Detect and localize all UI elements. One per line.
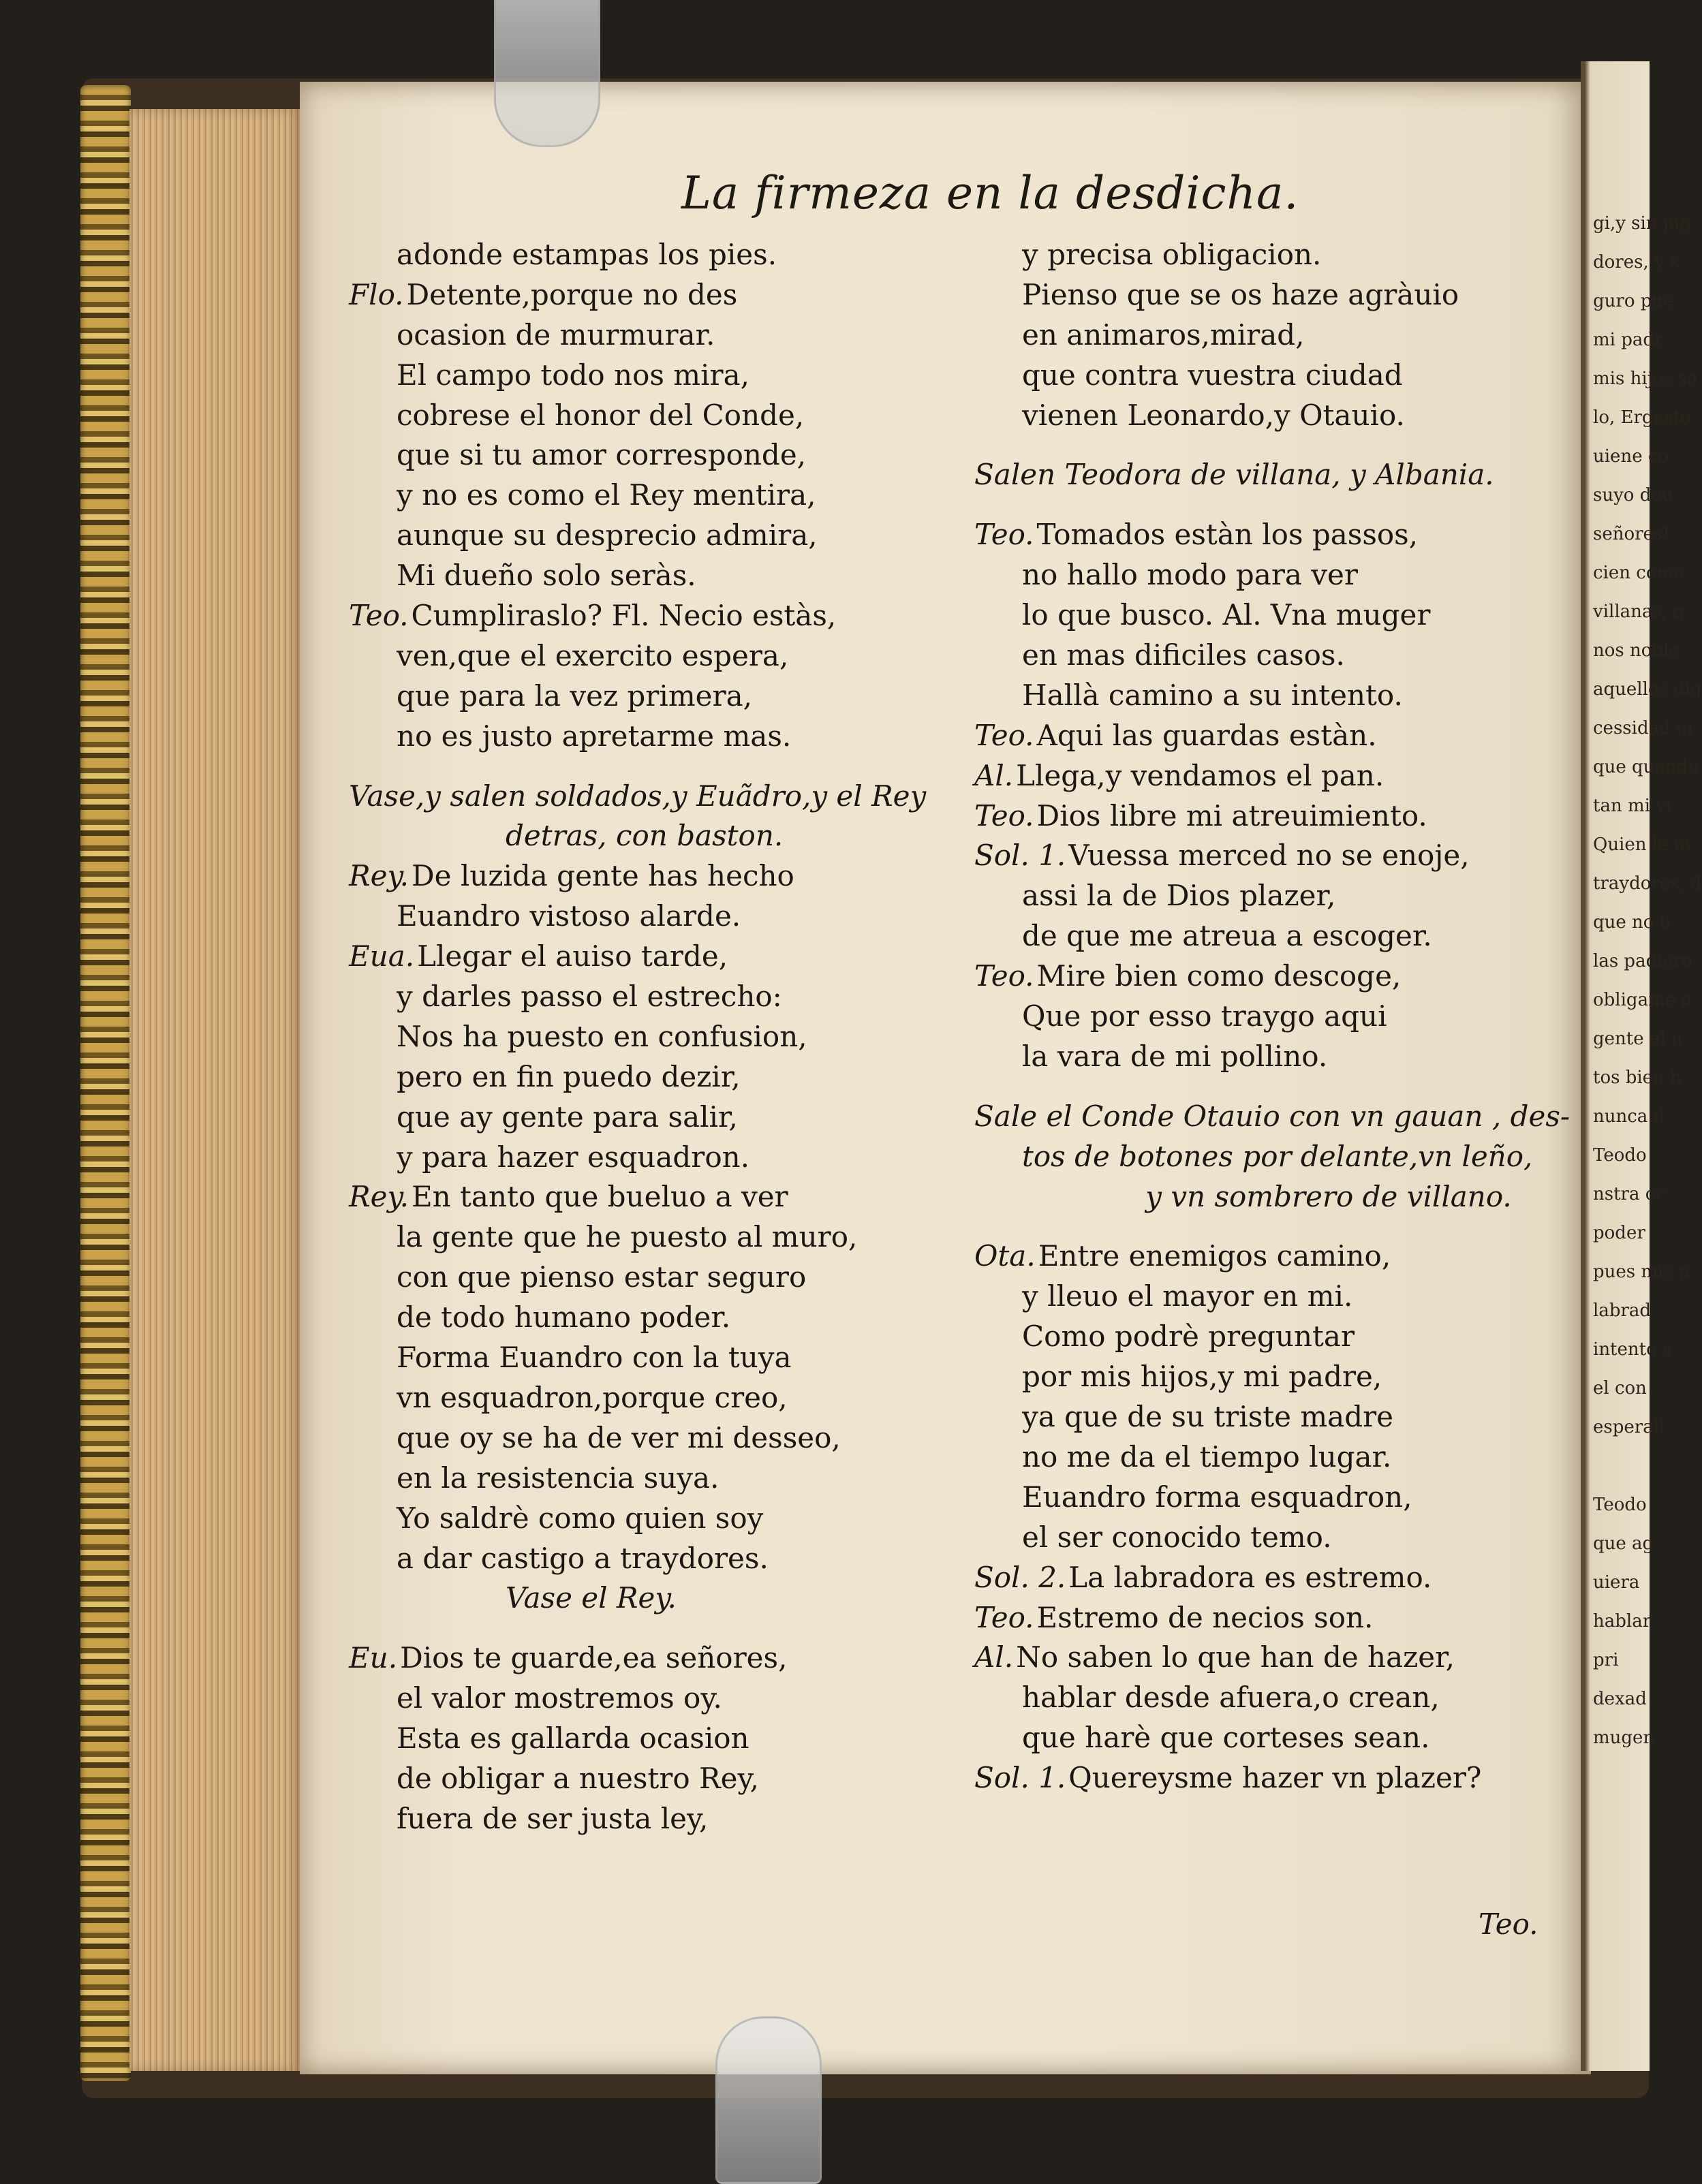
- recto-fragment: Teodo: [1593, 1145, 1647, 1166]
- recto-fragment: mis hijos sa: [1593, 369, 1698, 389]
- verse-text: Yo saldrè como quien soy: [397, 1501, 764, 1535]
- verse-text: hablar desde afuera,o crean,: [1022, 1681, 1440, 1715]
- verse-text: Mi dueño solo seràs.: [397, 559, 696, 593]
- verse-line: [349, 235, 962, 275]
- verse-text: lo que busco. Al. Vna muger: [1022, 598, 1431, 632]
- recto-fragment: mi padr: [1593, 330, 1663, 350]
- recto-fragment: cien como: [1593, 563, 1684, 583]
- verse-text: Esta es gallarda ocasion: [397, 1721, 749, 1756]
- verse-text: Hallà camino a su intento.: [1022, 678, 1403, 712]
- stage-direction: detras, con baston.: [506, 819, 784, 853]
- recto-fragment: Quien le m: [1593, 834, 1691, 855]
- verse-text: aunque su desprecio admira,: [397, 518, 818, 552]
- verse-text: Forma Euandro con la tuya: [397, 1341, 792, 1375]
- speaker-label: Teo.: [974, 718, 1034, 752]
- recto-fragment: dexad: [1593, 1689, 1647, 1709]
- verse-line: [974, 235, 1560, 275]
- verse-text: Estremo de necios son.: [1036, 1600, 1374, 1634]
- verse-line: [349, 977, 962, 1017]
- recto-fragment: Teodo: [1593, 1495, 1647, 1515]
- speaker-label: Eua.: [349, 939, 415, 973]
- verse-text: Tomados estàn los passos,: [1036, 518, 1419, 552]
- verse-text: y darles passo el estrecho:: [397, 980, 782, 1014]
- verse-text: Cumpliraslo? Fl. Necio estàs,: [411, 599, 837, 633]
- verse-text: vienen Leonardo,y Otauio.: [1022, 398, 1405, 432]
- verse-text: Mire bien como descoge,: [1036, 959, 1402, 993]
- running-head: La firmeza en la desdicha.: [681, 167, 1299, 219]
- verse-text: No saben lo que han de hazer,: [1016, 1640, 1455, 1674]
- verse-text: Detente,porque no des: [406, 277, 738, 311]
- verse-text: Quereysme hazer vn plazer?: [1068, 1761, 1482, 1795]
- speaker-label: Flo.: [349, 277, 404, 311]
- verse-line: [349, 1298, 962, 1338]
- recto-text-fragments: [1593, 204, 1702, 1758]
- recto-fragment: señores!: [1593, 524, 1670, 544]
- recto-fragment: nstra oc: [1593, 1184, 1666, 1204]
- verse-line: [349, 1138, 962, 1178]
- recto-fragment: lo, Ergasto: [1593, 407, 1691, 428]
- speaker-label: Al.: [974, 1640, 1014, 1674]
- verse-line: [349, 396, 962, 436]
- verse-line: [349, 1719, 962, 1759]
- recto-fragment: tan mi vi: [1593, 796, 1672, 816]
- verse-text: que para la vez primera,: [397, 678, 752, 713]
- blank-line: [974, 1217, 1560, 1236]
- left-text-column: [349, 235, 962, 1839]
- verse-text: no es justo apretarme mas.: [397, 719, 792, 753]
- recto-fragment: obligame a: [1593, 990, 1692, 1010]
- stage-direction: Vase el Rey.: [506, 1581, 677, 1615]
- speaker-label: Teo.: [349, 599, 409, 633]
- recto-fragment: poder: [1593, 1223, 1645, 1243]
- verse-line: [974, 396, 1560, 436]
- verse-line: [974, 997, 1560, 1037]
- verse-text: la gente que he puesto al muro,: [397, 1220, 858, 1254]
- recto-fragment: gi,y sin jug: [1593, 213, 1692, 234]
- recto-fragment: muger,: [1593, 1728, 1656, 1748]
- verse-text: de que me atreua a escoger.: [1022, 919, 1432, 953]
- speaker-label: Teo.: [974, 798, 1034, 832]
- verse-text: ocasion de murmurar.: [397, 317, 715, 352]
- speaker-label: Rey.: [349, 859, 409, 893]
- verse-text: pero en fin puedo dezir,: [397, 1059, 741, 1093]
- verse-text: Como podrè preguntar: [1022, 1320, 1355, 1354]
- recto-page-edge: [1581, 61, 1702, 2071]
- speech-line: [349, 1638, 962, 1679]
- bottom-page-clip: [715, 2016, 822, 2184]
- verse-line: [974, 916, 1560, 956]
- speaker-label: Al.: [974, 758, 1014, 792]
- verse-text: De luzida gente has hecho: [411, 859, 794, 893]
- verse-line: [349, 1539, 962, 1579]
- speaker-label: Teo.: [974, 518, 1034, 552]
- verse-text: Que por esso traygo aqui: [1022, 999, 1387, 1033]
- recto-fragment: que no h: [1593, 912, 1671, 933]
- verse-text: en la resistencia suya.: [397, 1461, 720, 1495]
- verse-line: [974, 1357, 1560, 1397]
- verse-text: no me da el tiempo lugar.: [1022, 1439, 1392, 1473]
- verse-text: con que pienso estar seguro: [397, 1260, 807, 1294]
- verse-line: [349, 315, 962, 356]
- blank-line: [974, 435, 1560, 455]
- verse-text: no hallo modo para ver: [1022, 558, 1358, 592]
- verse-text: La labradora es estremo.: [1068, 1560, 1432, 1594]
- verse-line: [349, 1097, 962, 1138]
- verse-text: vn esquadron,porque creo,: [397, 1380, 788, 1414]
- verse-line: [349, 1799, 962, 1839]
- page-block-edge: [129, 109, 300, 2071]
- verse-text: Dios te guarde,ea señores,: [400, 1641, 788, 1675]
- speaker-label: Ota.: [974, 1239, 1036, 1273]
- verse-line: [974, 1317, 1560, 1357]
- recto-fragment: dores, y s: [1593, 252, 1680, 272]
- verse-line: [974, 315, 1560, 356]
- recto-fragment: suyo deu: [1593, 485, 1673, 505]
- verse-line: [349, 896, 962, 937]
- recto-fragment: que quando: [1593, 757, 1699, 777]
- verse-text: assi la de Dios plazer,: [1022, 879, 1336, 913]
- verse-line: [349, 1499, 962, 1539]
- verse-text: Llega,y vendamos el pan.: [1016, 758, 1384, 792]
- speech-line: [349, 1177, 962, 1217]
- recto-fragment: guro pue: [1593, 291, 1674, 311]
- verse-line: [974, 636, 1560, 676]
- verse-line: [349, 556, 962, 596]
- verse-text: y para hazer esquadron.: [397, 1140, 750, 1174]
- verse-line: [974, 275, 1560, 315]
- recto-fragment: nunca d: [1593, 1106, 1665, 1127]
- verse-line: [349, 435, 962, 475]
- verse-text: fuera de ser justa ley,: [397, 1801, 709, 1835]
- verse-text: que ay gente para salir,: [397, 1099, 738, 1134]
- recto-fragment: cessidad m: [1593, 718, 1693, 738]
- verse-line: [349, 356, 962, 396]
- speaker-label: Teo.: [974, 959, 1034, 993]
- top-page-clip: [494, 0, 600, 147]
- verse-text: Vuessa merced no se enoje,: [1068, 839, 1470, 873]
- stage-direction: Vase,y salen soldados,y Euãdro,y el Rey: [349, 779, 927, 813]
- recto-fragment: que ag: [1593, 1533, 1654, 1554]
- speech-line: [349, 596, 962, 636]
- verse-text: el ser conocido temo.: [1022, 1520, 1332, 1554]
- recto-fragment: labrad: [1593, 1300, 1652, 1321]
- blank-line: [349, 1619, 962, 1638]
- speaker-label: Sol. 1.: [974, 1761, 1066, 1795]
- verse-line: [349, 1017, 962, 1057]
- verse-text: por mis hijos,y mi padre,: [1022, 1360, 1382, 1394]
- verse-line: [974, 1277, 1560, 1317]
- recto-fragment: aquellos dig: [1593, 679, 1702, 700]
- verse-text: y precisa obligacion.: [1022, 238, 1322, 271]
- speech-line: [349, 856, 962, 896]
- verse-text: Euandro forma esquadron,: [1022, 1480, 1412, 1514]
- speech-line: [974, 515, 1560, 555]
- speech-line: [349, 275, 962, 315]
- verse-text: cobrese el honor del Conde,: [397, 398, 805, 432]
- verse-text: El campo todo nos mira,: [397, 358, 750, 392]
- recto-fragment: esperall: [1593, 1417, 1665, 1437]
- speaker-label: Sol. 2.: [974, 1560, 1066, 1594]
- stage-direction: Sale el Conde Otauio con vn gauan , des-: [974, 1099, 1571, 1133]
- recto-fragment: uiene co: [1593, 446, 1669, 467]
- verse-line: [974, 1718, 1560, 1758]
- speech-line: [974, 1638, 1560, 1678]
- verse-line: [974, 876, 1560, 916]
- verse-line: [974, 1397, 1560, 1437]
- blank-line: [974, 495, 1560, 515]
- speech-line: [974, 836, 1560, 876]
- speech-line: [974, 716, 1560, 756]
- recto-fragment: pues mis p: [1593, 1262, 1690, 1282]
- speaker-label: Eu.: [349, 1641, 398, 1675]
- verse-text: el valor mostremos oy.: [397, 1681, 722, 1715]
- right-text-column: [974, 235, 1571, 1798]
- recto-fragment: traydores, d: [1593, 873, 1702, 894]
- verse-text: adonde estampas los pies.: [397, 238, 777, 271]
- verse-line: [974, 676, 1560, 716]
- speech-line: [974, 756, 1560, 796]
- verse-line: [349, 717, 962, 757]
- speech-line: [974, 1558, 1560, 1598]
- recto-fragment: [1593, 1447, 1654, 1486]
- verse-text: ya que de su triste madre: [1022, 1400, 1394, 1434]
- verse-text: y no es como el Rey mentira,: [397, 478, 816, 512]
- verse-text: Pienso que se os haze agràuio: [1022, 277, 1459, 311]
- speech-line: [349, 937, 962, 977]
- verse-line: [349, 676, 962, 717]
- speech-line: [974, 1598, 1560, 1638]
- recto-fragment: uiera: [1593, 1572, 1640, 1593]
- verse-line: [349, 1258, 962, 1298]
- verse-line: [974, 1678, 1560, 1718]
- verse-text: de obligar a nuestro Rey,: [397, 1761, 759, 1795]
- verse-line: [974, 555, 1560, 595]
- recto-fragment: villanas, q: [1593, 602, 1684, 622]
- speech-line: [974, 1236, 1560, 1277]
- verse-text: y lleuo el mayor en mi.: [1022, 1279, 1353, 1313]
- verse-text: Entre enemigos camino,: [1038, 1239, 1391, 1273]
- verse-text: que si tu amor corresponde,: [397, 438, 807, 472]
- verse-line: [974, 356, 1560, 396]
- speaker-label: Sol. 1.: [974, 839, 1066, 873]
- recto-fragment: tos bien h: [1593, 1067, 1682, 1088]
- speech-line: [974, 796, 1560, 837]
- verse-line: [974, 1518, 1560, 1558]
- verse-text: Euandro vistoso alarde.: [397, 899, 741, 933]
- verse-text: en animaros,mirad,: [1022, 317, 1305, 352]
- verse-text: la vara de mi pollino.: [1022, 1039, 1328, 1073]
- speaker-label: Rey.: [349, 1180, 409, 1214]
- verse-line: [349, 1458, 962, 1499]
- verse-line: [974, 1478, 1560, 1518]
- verse-line: [349, 475, 962, 516]
- verse-line: [349, 636, 962, 676]
- speech-line: [974, 1758, 1560, 1798]
- verse-line: [349, 1378, 962, 1418]
- verse-line: [349, 1057, 962, 1097]
- verse-text: En tanto que bueluo a ver: [411, 1180, 788, 1214]
- verse-line: [349, 1217, 962, 1258]
- verse-text: Aqui las guardas estàn.: [1036, 718, 1377, 752]
- verse-text: Llegar el auiso tarde,: [417, 939, 728, 973]
- recto-fragment: el con: [1593, 1378, 1647, 1399]
- verse-text: en mas dificiles casos.: [1022, 638, 1345, 672]
- verse-line: [974, 595, 1560, 636]
- verse-text: que harè que corteses sean.: [1022, 1721, 1430, 1755]
- verse-text: a dar castigo a traydores.: [397, 1541, 769, 1575]
- blank-line: [349, 757, 962, 777]
- verse-text: ven,que el exercito espera,: [397, 638, 789, 672]
- recto-fragment: intento s: [1593, 1339, 1672, 1360]
- speaker-label: Teo.: [974, 1600, 1034, 1634]
- stage-direction: tos de botones por delante,vn leño,: [1022, 1139, 1533, 1173]
- verse-line: [349, 1759, 962, 1799]
- recto-fragment: pri: [1593, 1650, 1619, 1670]
- blank-line: [974, 1077, 1560, 1097]
- recto-fragment: hablar: [1593, 1611, 1652, 1632]
- verse-text: que oy se ha de ver mi desseo,: [397, 1420, 841, 1454]
- recto-fragment: las padiera: [1593, 951, 1692, 971]
- verse-text: que contra vuestra ciudad: [1022, 358, 1403, 392]
- verse-line: [349, 516, 962, 556]
- recto-fragment: nos noble: [1593, 640, 1680, 661]
- recto-fragment: gente el n: [1593, 1029, 1683, 1049]
- speech-line: [974, 956, 1560, 997]
- verse-text: Nos ha puesto en confusion,: [397, 1019, 807, 1053]
- verse-line: [974, 1037, 1560, 1077]
- stage-direction: Salen Teodora de villana, y Albania.: [974, 458, 1494, 492]
- verse-line: [349, 1338, 962, 1378]
- verse-line: [349, 1418, 962, 1458]
- verse-line: [349, 1679, 962, 1719]
- stage-direction: y vn sombrero de villano.: [1145, 1179, 1512, 1213]
- verse-text: Dios libre mi atreuimiento.: [1036, 798, 1427, 832]
- catchword: Teo.: [1479, 1907, 1538, 1941]
- verse-line: [974, 1437, 1560, 1478]
- gilt-spine-edge: [80, 85, 131, 2081]
- verse-text: de todo humano poder.: [397, 1300, 731, 1335]
